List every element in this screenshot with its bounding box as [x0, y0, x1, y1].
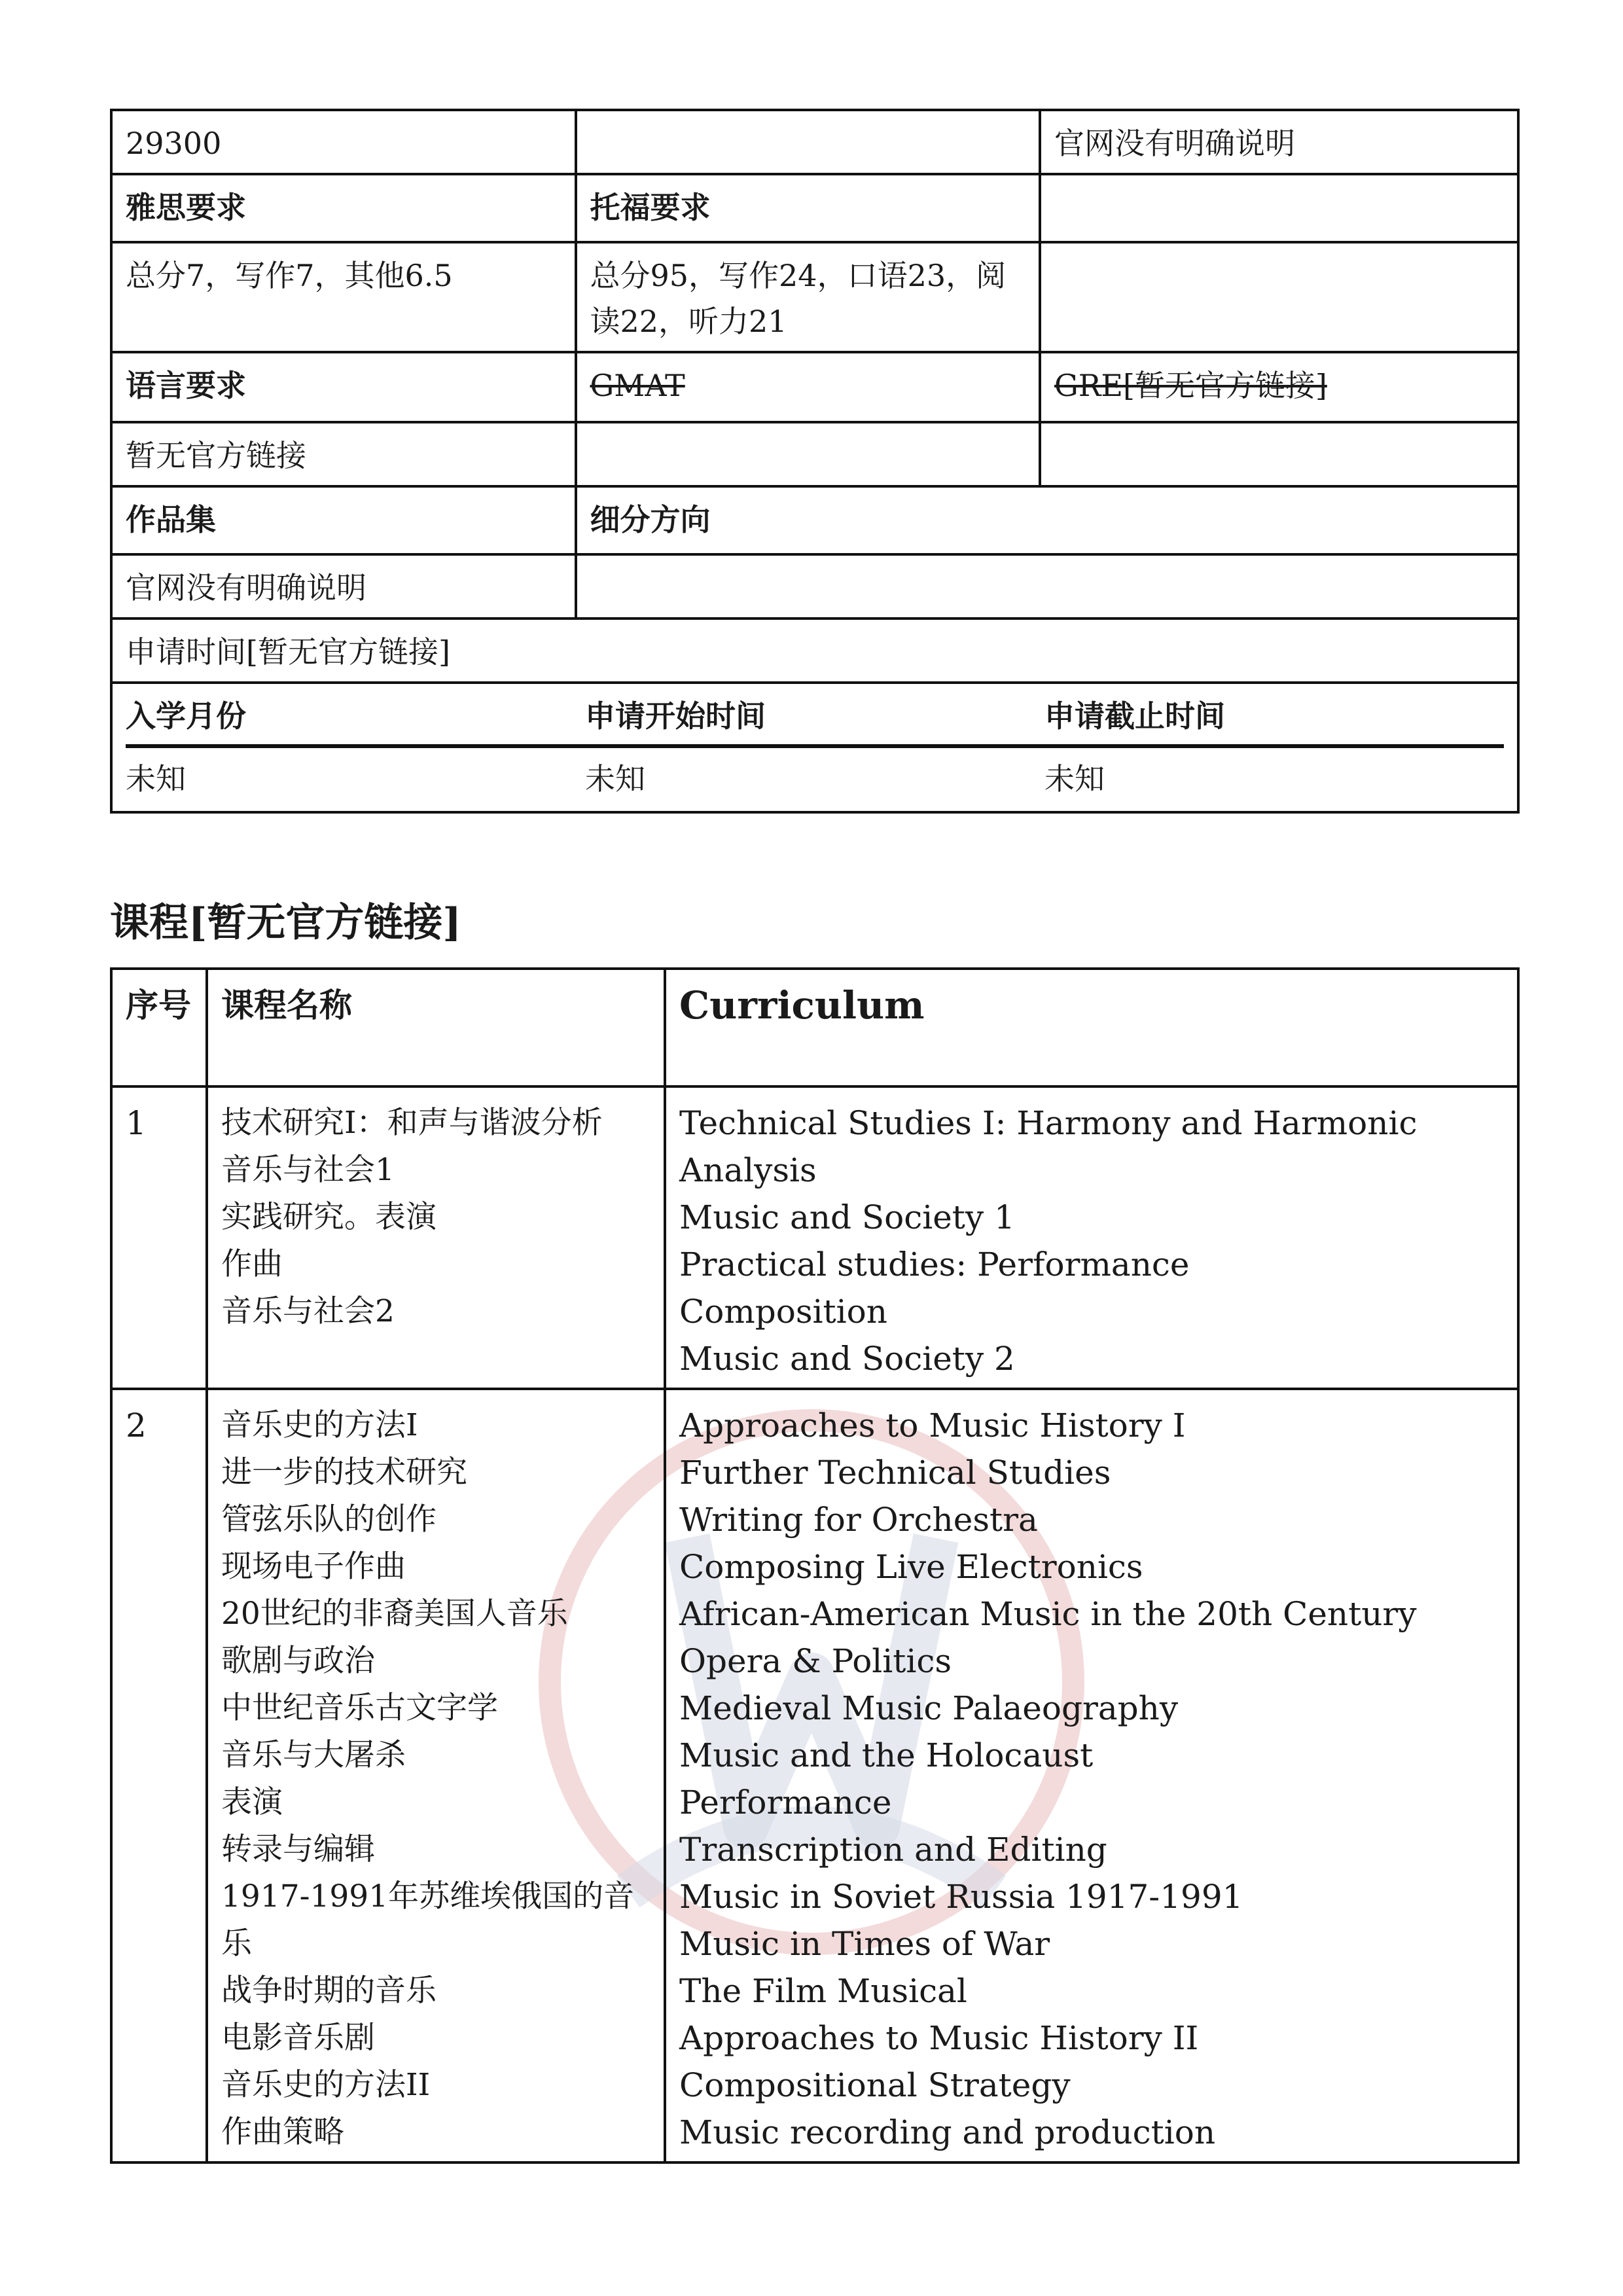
- curriculum-item: Music and Society 1: [679, 1198, 1015, 1236]
- course-name: 音乐史的方法I: [221, 1407, 418, 1443]
- curriculum-header: Curriculum: [665, 969, 1518, 1086]
- curriculum-item: Technical Studies I: Harmony and Harmonic: [679, 1104, 1418, 1142]
- course-name: 转录与编辑: [221, 1831, 375, 1867]
- course-name: 音乐与社会1: [221, 1152, 395, 1188]
- index-header: 序号: [111, 969, 207, 1086]
- language-label: 语言要求: [111, 352, 576, 422]
- name-header: 课程名称: [207, 969, 665, 1086]
- course-name: 歌剧与政治: [221, 1643, 375, 1679]
- curriculum-item: The Film Musical: [679, 1972, 967, 2010]
- course-name: 技术研究I：和声与谐波分析: [221, 1105, 603, 1141]
- course-index: 2: [111, 1389, 207, 2162]
- curriculum-item: Approaches to Music History II: [679, 2019, 1199, 2057]
- timeline-table: [126, 693, 1504, 802]
- direction-value: [576, 554, 1519, 619]
- curriculum-item: Transcription and Editing: [679, 1831, 1107, 1869]
- curriculum-item: Further Technical Studies: [679, 1454, 1111, 1492]
- curriculum-cell: [665, 1086, 1518, 1389]
- admission-info-table: [110, 109, 1520, 814]
- portfolio-value: 官网没有明确说明: [111, 554, 576, 619]
- curriculum-item: Music in Times of War: [679, 1925, 1050, 1963]
- curriculum-item: Analysis: [679, 1151, 817, 1189]
- curriculum-item: Music recording and production: [679, 2113, 1216, 2151]
- empty-cell: [1040, 422, 1518, 486]
- deadline-value: 未知: [1044, 761, 1105, 797]
- note-value: 官网没有明确说明: [1040, 110, 1518, 174]
- course-name: 音乐史的方法II: [221, 2067, 431, 2103]
- course-name: 乐: [221, 1926, 252, 1962]
- course-name: 实践研究。表演: [221, 1199, 437, 1235]
- intake-value: 未知: [126, 761, 186, 797]
- course-row: [111, 1389, 1518, 2162]
- apply-time-label: 申请时间[暂无官方链接]: [111, 619, 1518, 683]
- start-value: 未知: [585, 761, 645, 797]
- curriculum-item: Medieval Music Palaeography: [679, 1689, 1179, 1727]
- language-value: 暂无官方链接: [111, 422, 576, 486]
- fee-value: 29300: [111, 110, 576, 174]
- toefl-label: 托福要求: [576, 174, 1041, 242]
- course-name: 中世纪音乐古文字学: [221, 1690, 498, 1726]
- course-name: 作曲策略: [221, 2114, 344, 2150]
- curriculum-item: Music in Soviet Russia 1917-1991: [679, 1878, 1243, 1916]
- gmat-label: GMAT: [576, 352, 1041, 422]
- course-name-cell: [207, 1086, 665, 1389]
- curriculum-item: Composing Live Electronics: [679, 1548, 1143, 1586]
- curriculum-item: Performance: [679, 1784, 892, 1821]
- empty-cell: [1040, 242, 1518, 352]
- curriculum-cell: [665, 1389, 1518, 2162]
- course-row: [111, 1086, 1518, 1389]
- curriculum-item: Writing for Orchestra: [679, 1501, 1038, 1539]
- empty-cell: [576, 110, 1041, 174]
- curriculum-item: Composition: [679, 1293, 887, 1331]
- course-name: 1917-1991年苏维埃俄国的音: [221, 1878, 635, 1914]
- curriculum-item: Music and Society 2: [679, 1340, 1015, 1378]
- toefl-value: 总分95，写作24，口语23，阅读22，听力21: [576, 242, 1041, 352]
- ielts-label: 雅思要求: [111, 174, 576, 242]
- courses-title: 课程[暂无官方链接]: [110, 900, 461, 946]
- course-name: 进一步的技术研究: [221, 1454, 467, 1490]
- curriculum-item: Opera & Politics: [679, 1642, 952, 1680]
- course-index: 1: [111, 1086, 207, 1389]
- curriculum-item: Compositional Strategy: [679, 2066, 1071, 2104]
- gre-label: GRE[暂无官方链接]: [1040, 352, 1518, 422]
- course-name: 20世纪的非裔美国人音乐: [221, 1596, 568, 1632]
- curriculum-item: African-American Music in the 20th Century: [679, 1595, 1417, 1633]
- course-name-cell: [207, 1389, 665, 2162]
- course-name: 电影音乐剧: [221, 2020, 375, 2056]
- empty-cell: [576, 422, 1041, 486]
- course-name: 管弦乐队的创作: [221, 1501, 437, 1537]
- intake-label: 入学月份: [126, 693, 585, 746]
- portfolio-label: 作品集: [111, 486, 576, 554]
- course-name: 作曲: [221, 1246, 283, 1282]
- course-name: 音乐与社会2: [221, 1293, 395, 1329]
- timeline-cell: [111, 683, 1518, 812]
- start-label: 申请开始时间: [585, 693, 1044, 746]
- curriculum-item: Practical studies: Performance: [679, 1246, 1190, 1283]
- empty-cell: [1040, 174, 1518, 242]
- curriculum-item: Music and the Holocaust: [679, 1736, 1094, 1774]
- course-name: 表演: [221, 1784, 283, 1820]
- course-name: 现场电子作曲: [221, 1549, 406, 1585]
- ielts-value: 总分7，写作7，其他6.5: [111, 242, 576, 352]
- curriculum-item: Approaches to Music History I: [679, 1407, 1186, 1444]
- direction-label: 细分方向: [576, 486, 1519, 554]
- course-name: 音乐与大屠杀: [221, 1737, 406, 1773]
- deadline-label: 申请截止时间: [1044, 693, 1504, 746]
- course-name: 战争时期的音乐: [221, 1973, 437, 2009]
- course-table: [110, 967, 1520, 2164]
